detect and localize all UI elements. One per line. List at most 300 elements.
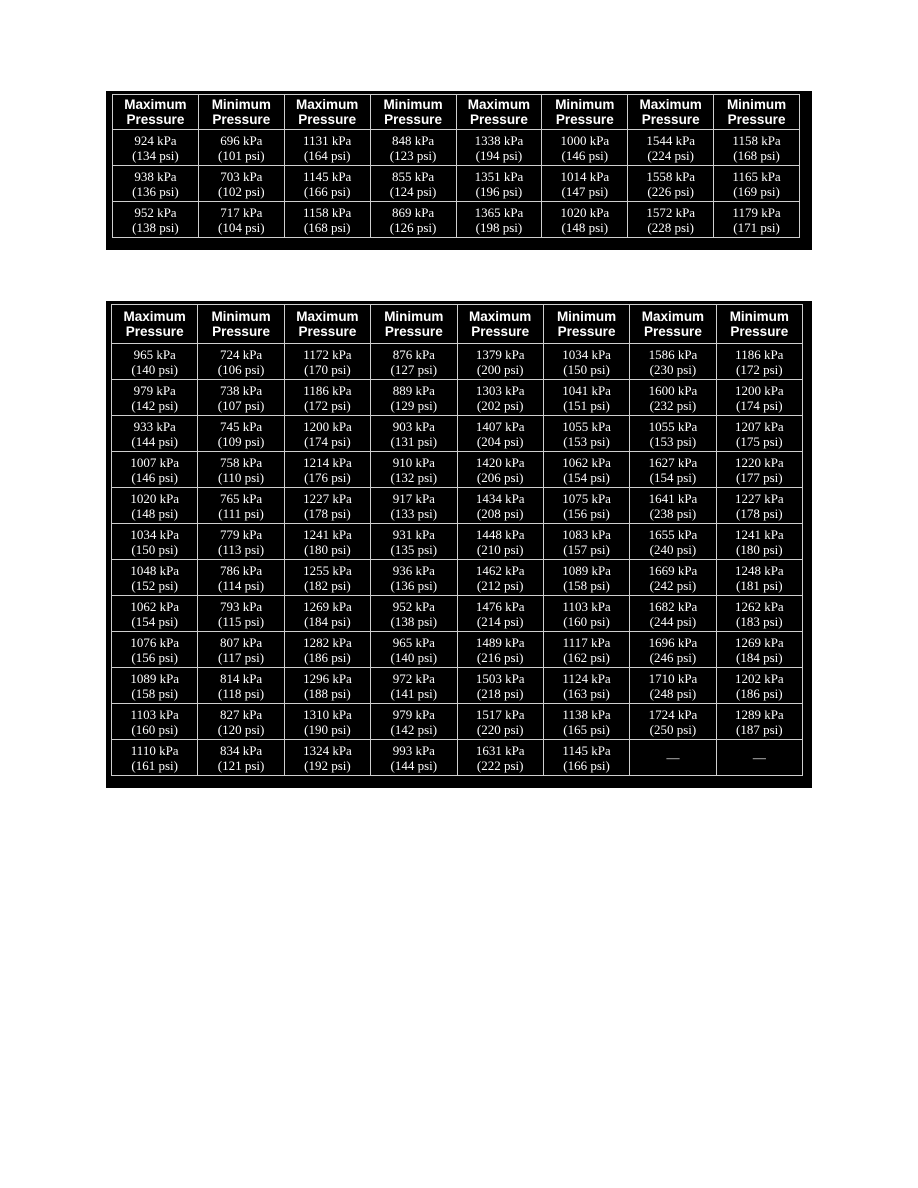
kpa-value: 1262 kPa	[734, 598, 784, 614]
psi-value: (118 psi)	[218, 685, 265, 701]
pressure-cell	[112, 632, 198, 668]
pressure-cell	[284, 130, 370, 166]
kpa-value: 855 kPa	[391, 168, 435, 184]
column-header	[112, 305, 198, 344]
table-row	[112, 380, 803, 416]
pressure-cell	[284, 704, 370, 740]
kpa-value: 1489 kPa	[475, 634, 525, 650]
psi-value: (135 psi)	[390, 541, 438, 557]
psi-value: (158 psi)	[563, 577, 610, 593]
psi-value: (151 psi)	[563, 397, 610, 413]
pressure-cell	[630, 596, 716, 632]
kpa-value: 979 kPa	[392, 706, 435, 722]
table-row	[112, 344, 803, 380]
kpa-value: 1503 kPa	[475, 670, 525, 686]
psi-value: (184 psi)	[736, 649, 783, 665]
pressure-cell	[714, 130, 800, 166]
psi-value: (188 psi)	[304, 685, 351, 701]
table-row	[112, 524, 803, 560]
psi-value: (131 psi)	[390, 433, 438, 449]
pressure-cell	[716, 596, 802, 632]
column-header-line: Minimum	[384, 309, 444, 324]
pressure-cell	[371, 488, 457, 524]
column-header-line: Minimum	[729, 309, 789, 324]
kpa-value: 738 kPa	[219, 382, 263, 398]
kpa-value: 1448 kPa	[475, 526, 525, 542]
column-header	[714, 95, 800, 130]
pressure-cell	[370, 166, 456, 202]
kpa-value: 1124 kPa	[562, 670, 611, 686]
pressure-cell	[198, 166, 284, 202]
pressure-cell	[284, 416, 370, 452]
psi-value: (222 psi)	[476, 757, 524, 773]
pressure-cell	[543, 740, 629, 776]
pressure-cell	[198, 560, 284, 596]
kpa-value: 1682 kPa	[648, 598, 698, 614]
pressure-table-2	[111, 304, 803, 776]
pressure-cell	[370, 202, 456, 238]
pressure-cell	[284, 596, 370, 632]
kpa-value: 1289 kPa	[734, 706, 784, 722]
psi-value: (212 psi)	[476, 577, 524, 593]
pressure-cell	[543, 596, 629, 632]
column-header	[456, 95, 542, 130]
table-row	[112, 632, 803, 668]
pressure-cell	[457, 740, 543, 776]
pressure-cell	[371, 344, 457, 380]
psi-value: (148 psi)	[131, 505, 178, 521]
column-header-line: Pressure	[730, 324, 789, 339]
psi-value: (138 psi)	[132, 219, 179, 235]
pressure-cell	[457, 596, 543, 632]
header-row	[113, 95, 800, 130]
psi-value: (114 psi)	[218, 577, 265, 593]
kpa-value: 1269 kPa	[303, 598, 352, 614]
pressure-cell	[198, 524, 284, 560]
table-row	[113, 130, 800, 166]
kpa-value: 979 kPa	[133, 382, 176, 398]
column-header-line: Pressure	[471, 324, 530, 339]
column-header	[628, 95, 714, 130]
kpa-value: 1558 kPa	[646, 168, 696, 184]
pressure-cell	[630, 380, 716, 416]
psi-value: (172 psi)	[736, 361, 783, 377]
column-header-line: Maximum	[469, 309, 532, 324]
psi-value: (200 psi)	[476, 361, 524, 377]
psi-value: (101 psi)	[218, 147, 265, 163]
kpa-value: 1055 kPa	[562, 418, 611, 434]
pressure-cell	[112, 524, 198, 560]
kpa-value: 952 kPa	[392, 598, 435, 614]
kpa-value: 1103 kPa	[562, 598, 611, 614]
column-header-line: Pressure	[384, 112, 442, 127]
pressure-cell	[112, 560, 198, 596]
kpa-value: 1255 kPa	[303, 562, 352, 578]
psi-value: (177 psi)	[736, 469, 783, 485]
pressure-cell	[457, 488, 543, 524]
pressure-cell	[716, 560, 802, 596]
kpa-value: 696 kPa	[220, 132, 263, 148]
psi-value: (168 psi)	[733, 147, 780, 163]
pressure-cell	[112, 668, 198, 704]
pressure-cell	[457, 452, 543, 488]
pressure-cell	[112, 704, 198, 740]
pressure-table-panel-1	[106, 91, 812, 250]
pressure-cell	[543, 416, 629, 452]
kpa-value: 1083 kPa	[562, 526, 611, 542]
psi-value: (136 psi)	[390, 577, 438, 593]
pressure-cell	[716, 380, 802, 416]
kpa-value: 917 kPa	[392, 490, 435, 506]
pressure-cell	[543, 560, 629, 596]
pressure-cell	[371, 740, 457, 776]
pressure-cell	[456, 166, 542, 202]
psi-value: (140 psi)	[390, 649, 438, 665]
psi-value: (109 psi)	[217, 433, 265, 449]
pressure-cell	[113, 166, 199, 202]
psi-value: (246 psi)	[649, 649, 697, 665]
psi-value: (106 psi)	[217, 361, 265, 377]
pressure-cell	[716, 524, 802, 560]
kpa-value: 1172 kPa	[303, 346, 352, 362]
pressure-table-panel-2	[106, 301, 812, 788]
kpa-value: 1241 kPa	[734, 526, 784, 542]
pressure-cell	[543, 380, 629, 416]
psi-value: (140 psi)	[131, 361, 178, 377]
kpa-value: 1420 kPa	[475, 454, 525, 470]
psi-value: (150 psi)	[563, 361, 610, 377]
psi-value: (115 psi)	[218, 613, 265, 629]
kpa-value: 936 kPa	[392, 562, 435, 578]
column-header	[370, 95, 456, 130]
kpa-value: 1200 kPa	[303, 418, 352, 434]
psi-value: (224 psi)	[647, 147, 694, 163]
kpa-value: 1303 kPa	[475, 382, 525, 398]
column-header	[284, 95, 370, 130]
kpa-value: 965 kPa	[133, 346, 176, 362]
pressure-cell	[457, 668, 543, 704]
psi-value: (194 psi)	[475, 147, 523, 163]
psi-value: (181 psi)	[736, 577, 783, 593]
kpa-value: 903 kPa	[392, 418, 435, 434]
psi-value: (244 psi)	[649, 613, 697, 629]
column-header-line: Pressure	[641, 112, 700, 127]
kpa-value: 745 kPa	[219, 418, 263, 434]
kpa-value: 993 kPa	[392, 742, 435, 758]
psi-value: (250 psi)	[649, 721, 697, 737]
psi-value: (169 psi)	[733, 183, 780, 199]
pressure-cell	[198, 344, 284, 380]
kpa-value: 869 kPa	[391, 204, 435, 220]
pressure-cell	[198, 632, 284, 668]
pressure-cell	[716, 452, 802, 488]
kpa-value: 972 kPa	[392, 670, 435, 686]
kpa-value: 876 kPa	[392, 346, 435, 362]
pressure-cell	[630, 560, 716, 596]
pressure-cell	[716, 704, 802, 740]
pressure-cell	[198, 130, 284, 166]
pressure-cell	[284, 202, 370, 238]
kpa-value: 1202 kPa	[734, 670, 784, 686]
kpa-value: 889 kPa	[392, 382, 435, 398]
column-header-line: Maximum	[641, 309, 705, 324]
kpa-value: 1696 kPa	[648, 634, 698, 650]
kpa-value: 1227 kPa	[734, 490, 784, 506]
psi-value: (142 psi)	[131, 397, 178, 413]
pressure-cell	[371, 524, 457, 560]
pressure-cell	[716, 668, 802, 704]
pressure-cell	[371, 416, 457, 452]
column-header-line: Pressure	[470, 112, 528, 127]
pressure-cell	[630, 740, 716, 776]
psi-value: (113 psi)	[218, 541, 265, 557]
psi-value: (156 psi)	[131, 649, 178, 665]
column-header-line: Pressure	[727, 112, 786, 127]
column-header-line: Pressure	[384, 324, 443, 339]
column-header-line: Maximum	[467, 97, 531, 112]
kpa-value: 1020 kPa	[130, 490, 180, 506]
psi-value: (142 psi)	[390, 721, 438, 737]
pressure-cell	[630, 632, 716, 668]
psi-value: (204 psi)	[476, 433, 524, 449]
kpa-value: 703 kPa	[220, 168, 263, 184]
table-row	[113, 166, 800, 202]
pressure-cell	[543, 452, 629, 488]
psi-value: (110 psi)	[218, 469, 265, 485]
pressure-cell	[284, 488, 370, 524]
psi-value: (184 psi)	[304, 613, 351, 629]
pressure-cell	[284, 166, 370, 202]
table-row	[112, 560, 803, 596]
psi-value: (218 psi)	[476, 685, 524, 701]
pressure-cell	[198, 668, 284, 704]
psi-value: (123 psi)	[389, 147, 437, 163]
psi-value: (172 psi)	[304, 397, 351, 413]
psi-value: (178 psi)	[736, 505, 783, 521]
kpa-value: 910 kPa	[392, 454, 435, 470]
kpa-value: 1138 kPa	[562, 706, 611, 722]
pressure-cell	[716, 344, 802, 380]
column-header-line: Pressure	[557, 324, 616, 339]
pressure-cell	[457, 704, 543, 740]
column-header	[284, 305, 370, 344]
kpa-value: 1048 kPa	[130, 562, 180, 578]
psi-value: (156 psi)	[563, 505, 610, 521]
psi-value: (226 psi)	[647, 183, 694, 199]
kpa-value: 1145 kPa	[303, 168, 352, 184]
psi-value: (176 psi)	[304, 469, 351, 485]
psi-value: (210 psi)	[476, 541, 524, 557]
column-header-line: Minimum	[555, 97, 615, 112]
column-header	[198, 95, 284, 130]
psi-value: (166 psi)	[563, 757, 610, 773]
psi-value: (248 psi)	[649, 685, 697, 701]
psi-value: (175 psi)	[736, 433, 783, 449]
pressure-cell	[543, 524, 629, 560]
pressure-cell	[716, 632, 802, 668]
table-row	[112, 488, 803, 524]
psi-value: (154 psi)	[649, 469, 697, 485]
column-header	[542, 95, 628, 130]
psi-value: (102 psi)	[218, 183, 265, 199]
column-header-line: Minimum	[211, 97, 271, 112]
kpa-value: 1110 kPa	[130, 742, 179, 758]
kpa-value: 793 kPa	[219, 598, 263, 614]
column-header-line: Maximum	[124, 97, 187, 112]
pressure-cell	[112, 380, 198, 416]
pressure-cell	[112, 740, 198, 776]
kpa-value: 933 kPa	[133, 418, 176, 434]
psi-value: (120 psi)	[217, 721, 265, 737]
pressure-cell	[630, 704, 716, 740]
psi-value: (133 psi)	[390, 505, 438, 521]
psi-value: (190 psi)	[304, 721, 351, 737]
psi-value: (230 psi)	[649, 361, 697, 377]
column-header-line: Pressure	[298, 112, 357, 127]
psi-value: (157 psi)	[563, 541, 610, 557]
kpa-value: 807 kPa	[219, 634, 263, 650]
pressure-cell	[714, 202, 800, 238]
kpa-value: 1227 kPa	[303, 490, 352, 506]
kpa-value: 1476 kPa	[475, 598, 525, 614]
psi-value: (186 psi)	[736, 685, 783, 701]
kpa-value: 1600 kPa	[648, 382, 698, 398]
kpa-value: 1089 kPa	[130, 670, 180, 686]
pressure-cell	[198, 202, 284, 238]
kpa-value: 1200 kPa	[734, 382, 784, 398]
psi-value: (165 psi)	[563, 721, 610, 737]
column-header-line: Minimum	[556, 309, 617, 324]
pressure-cell	[370, 130, 456, 166]
psi-value: (174 psi)	[736, 397, 783, 413]
column-header	[113, 95, 199, 130]
kpa-value: 786 kPa	[219, 562, 263, 578]
pressure-cell	[198, 452, 284, 488]
psi-value: (153 psi)	[649, 433, 697, 449]
psi-value: (178 psi)	[304, 505, 351, 521]
kpa-value: 1186 kPa	[735, 346, 784, 362]
kpa-value: 1517 kPa	[475, 706, 525, 722]
kpa-value: 814 kPa	[219, 670, 263, 686]
column-header-line: Pressure	[212, 324, 270, 339]
kpa-value: 848 kPa	[391, 132, 435, 148]
pressure-cell	[542, 166, 628, 202]
kpa-value: 1379 kPa	[475, 346, 525, 362]
kpa-value: 758 kPa	[219, 454, 263, 470]
pressure-cell	[284, 668, 370, 704]
psi-value: (111 psi)	[218, 505, 264, 521]
pressure-cell	[630, 668, 716, 704]
pressure-cell	[371, 380, 457, 416]
psi-value: (150 psi)	[131, 541, 178, 557]
pressure-cell	[630, 524, 716, 560]
pressure-cell	[543, 668, 629, 704]
kpa-value: 1075 kPa	[562, 490, 611, 506]
kpa-value: 717 kPa	[220, 204, 263, 220]
psi-value: (214 psi)	[476, 613, 524, 629]
psi-value: (161 psi)	[131, 757, 178, 773]
kpa-value: 1034 kPa	[562, 346, 611, 362]
column-header-line: Minimum	[726, 97, 787, 112]
psi-value: (127 psi)	[390, 361, 438, 377]
psi-value: (134 psi)	[132, 147, 179, 163]
psi-value: (146 psi)	[131, 469, 178, 485]
table-row	[112, 416, 803, 452]
kpa-value: 1220 kPa	[734, 454, 784, 470]
pressure-cell	[198, 416, 284, 452]
kpa-value: 724 kPa	[219, 346, 263, 362]
pressure-cell	[198, 740, 284, 776]
psi-value: (141 psi)	[390, 685, 438, 701]
kpa-value: 834 kPa	[219, 742, 263, 758]
psi-value: (180 psi)	[304, 541, 351, 557]
pressure-cell	[457, 560, 543, 596]
column-header	[630, 305, 716, 344]
pressure-cell	[716, 488, 802, 524]
pressure-cell	[112, 452, 198, 488]
pressure-cell	[112, 596, 198, 632]
pressure-cell	[457, 632, 543, 668]
pressure-cell	[284, 524, 370, 560]
pressure-cell	[628, 202, 714, 238]
kpa-value: 1117 kPa	[562, 634, 611, 650]
psi-value: (174 psi)	[304, 433, 351, 449]
pressure-cell	[630, 452, 716, 488]
kpa-value: 1055 kPa	[648, 418, 698, 434]
pressure-cell	[542, 202, 628, 238]
kpa-value: 1434 kPa	[475, 490, 525, 506]
pressure-cell	[112, 488, 198, 524]
psi-value: (182 psi)	[304, 577, 351, 593]
column-header-line: Minimum	[211, 309, 271, 324]
psi-value: (144 psi)	[390, 757, 438, 773]
kpa-value: 1241 kPa	[303, 526, 352, 542]
pressure-cell	[542, 130, 628, 166]
psi-value: (208 psi)	[476, 505, 524, 521]
pressure-cell	[543, 632, 629, 668]
column-header-line: Pressure	[125, 324, 184, 339]
psi-value: (160 psi)	[131, 721, 178, 737]
column-header-line: Maximum	[296, 97, 359, 112]
column-header-line: Maximum	[639, 97, 702, 112]
column-header-line: Maximum	[296, 309, 359, 324]
kpa-value: 1165 kPa	[732, 168, 781, 184]
kpa-value: 765 kPa	[219, 490, 263, 506]
kpa-value: 1007 kPa	[130, 454, 180, 470]
psi-value: (126 psi)	[389, 219, 437, 235]
kpa-value: 1041 kPa	[562, 382, 611, 398]
column-header-line: Maximum	[123, 309, 186, 324]
kpa-value: 1462 kPa	[475, 562, 525, 578]
kpa-value: 931 kPa	[392, 526, 435, 542]
pressure-cell	[630, 344, 716, 380]
psi-value: (162 psi)	[563, 649, 610, 665]
pressure-cell	[371, 668, 457, 704]
pressure-cell	[543, 488, 629, 524]
pressure-cell	[113, 202, 199, 238]
kpa-value: 779 kPa	[219, 526, 263, 542]
pressure-cell	[198, 488, 284, 524]
kpa-value: 1296 kPa	[303, 670, 352, 686]
kpa-value: 1179 kPa	[732, 204, 781, 220]
kpa-value: —	[666, 750, 680, 765]
table-row	[113, 202, 800, 238]
pressure-cell	[371, 596, 457, 632]
pressure-cell	[543, 704, 629, 740]
kpa-value: 1631 kPa	[475, 742, 525, 758]
kpa-value: 1020 kPa	[560, 204, 610, 220]
header-row	[112, 305, 803, 344]
